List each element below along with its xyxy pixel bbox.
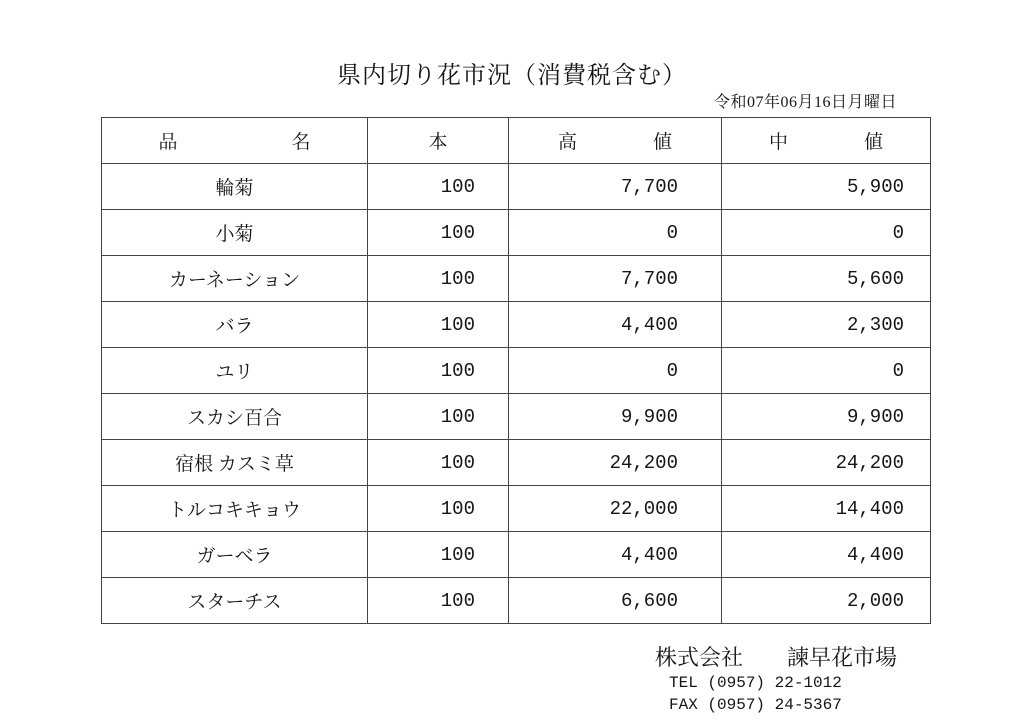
qty-cell: 100: [368, 578, 509, 624]
name-cell: 宿根 カスミ草: [102, 440, 368, 486]
high-cell: 24,200: [509, 440, 722, 486]
name-cell: 輪菊: [102, 164, 368, 210]
column-header-high: 高 値: [509, 118, 722, 164]
table-row: [102, 210, 931, 256]
mid-cell: 2,300: [722, 302, 931, 348]
column-header-qty: 本: [368, 118, 509, 164]
fax-line: FAX (0957) 24-5367: [669, 696, 842, 714]
mid-cell: 5,600: [722, 256, 931, 302]
footer: [655, 644, 897, 716]
table-row: [102, 302, 931, 348]
high-cell: 6,600: [509, 578, 722, 624]
qty-cell: 100: [368, 394, 509, 440]
qty-cell: 100: [368, 440, 509, 486]
table-row: [102, 532, 931, 578]
table-header-row: [102, 118, 931, 164]
mid-cell: 0: [722, 348, 931, 394]
qty-cell: 100: [368, 348, 509, 394]
column-header-name: 品 名: [102, 118, 368, 164]
table-row: [102, 164, 931, 210]
table-row: [102, 578, 931, 624]
high-cell: 9,900: [509, 394, 722, 440]
flower-price-table: [101, 117, 931, 624]
mid-cell: 5,900: [722, 164, 931, 210]
name-cell: スカシ百合: [102, 394, 368, 440]
qty-cell: 100: [368, 164, 509, 210]
qty-cell: 100: [368, 532, 509, 578]
company-name: 株式会社 諫早花市場: [655, 645, 898, 670]
high-cell: 0: [509, 210, 722, 256]
high-cell: 7,700: [509, 164, 722, 210]
mid-cell: 14,400: [722, 486, 931, 532]
tel-line: TEL (0957) 22-1012: [669, 674, 842, 692]
table-row: [102, 348, 931, 394]
name-cell: ガーベラ: [102, 532, 368, 578]
qty-cell: 100: [368, 256, 509, 302]
name-cell: カーネーション: [102, 256, 368, 302]
table-row: [102, 440, 931, 486]
high-cell: 4,400: [509, 302, 722, 348]
mid-cell: 2,000: [722, 578, 931, 624]
mid-cell: 4,400: [722, 532, 931, 578]
column-header-mid: 中 値: [722, 118, 931, 164]
table-row: [102, 256, 931, 302]
high-cell: 0: [509, 348, 722, 394]
name-cell: トルコキキョウ: [102, 486, 368, 532]
qty-cell: 100: [368, 486, 509, 532]
report-date: 令和07年06月16日月曜日: [713, 94, 897, 111]
name-cell: 小菊: [102, 210, 368, 256]
name-cell: ユリ: [102, 348, 368, 394]
page-title: 県内切り花市況（消費税含む）: [337, 63, 687, 89]
high-cell: 22,000: [509, 486, 722, 532]
mid-cell: 0: [722, 210, 931, 256]
qty-cell: 100: [368, 302, 509, 348]
table-row: [102, 486, 931, 532]
high-cell: 7,700: [509, 256, 722, 302]
mid-cell: 24,200: [722, 440, 931, 486]
table-row: [102, 394, 931, 440]
name-cell: スターチス: [102, 578, 368, 624]
qty-cell: 100: [368, 210, 509, 256]
mid-cell: 9,900: [722, 394, 931, 440]
high-cell: 4,400: [509, 532, 722, 578]
name-cell: バラ: [102, 302, 368, 348]
